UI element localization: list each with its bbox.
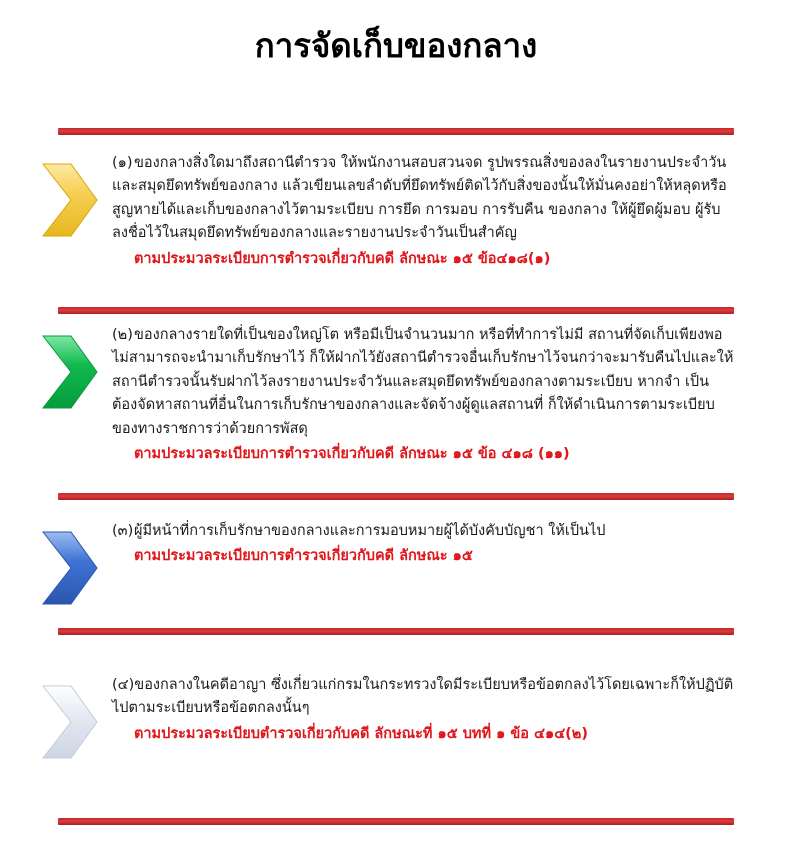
section-paragraph-4	[112, 674, 734, 721]
section-number-3: (๓)	[112, 523, 134, 539]
arrow-cell-2	[0, 322, 112, 410]
section-body-3: ผู้มีหน้าที่การเก็บรักษาของกลางและการมอบหมายผู้ได้บังคับบัญชา ให้เป็นไป	[134, 523, 606, 539]
divider-bar-5	[58, 818, 734, 825]
divider-bar-4	[58, 628, 734, 635]
divider-bar-3	[58, 493, 734, 500]
section-body-2: ของกลางรายใดที่เป็นของใหญ่โต หรือมีเป็นจำนวนมาก หรือที่ทำการไม่มี สถานที่จัดเก็บเพียงพอ ไม่สามารถจะนำมาเก็บรักษาไว้ ก็ให้ฝากไว้ยังสถานีตำรวจอื่นเก็บรักษาไว้จนกว่าจะมารับคืนไปและให้สถานีตำรวจนั้นรับฝากไว้ลงรายงานประจำวันและสมุดยึดทรัพย์ของกลางตามระเบียบ หากจำ เป็นต้องจัดหาสถานที่อื่นในการเก็บรักษาของกลางและจัดจ้างผู้ดูแลสถานที่ ก็ให้ดำเนินการตามระเบียบของทางราชการว่าด้วยการพัสดุ	[112, 327, 734, 437]
section-reference-4: ตามประมวลระเบียบตำรวจเกี่ยวกับคดี ลักษณะที่ ๑๕ บทที่ ๑ ข้อ ๔๑๔(๒)	[134, 725, 588, 742]
section-reference-3: ตามประมวลระเบียบการตำรวจเกี่ยวกับคดี ลักษณะ ๑๕	[134, 548, 473, 565]
chevron-right-icon	[41, 334, 99, 410]
section-number-4: (๔)	[112, 677, 135, 693]
arrow-cell-1	[0, 150, 112, 238]
text-cell-1	[112, 150, 792, 271]
text-cell-3	[112, 518, 792, 569]
divider-bar-1	[58, 128, 734, 135]
section-reference-1: ตามประมวลระเบียบการตำรวจเกี่ยวกับคดี ลักษณะ ๑๕ ข้อ๔๑๘(๑)	[134, 250, 551, 267]
section-reference-2: ตามประมวลระเบียบการตำรวจเกี่ยวกับคดี ลักษณะ ๑๕ ข้อ ๔๑๘ (๑๑)	[134, 446, 570, 463]
page-title: การจัดเก็บของกลาง	[254, 26, 538, 65]
content-section-2	[0, 322, 792, 467]
arrow-cell-3	[0, 518, 112, 606]
section-body-1: ของกลางสิ่งใดมาถึงสถานีตำรวจ ให้พนักงานสอบสวนจด รูปพรรณสิ่งของลงในรายงานประจำวันและสมุดยึดทรัพย์ของกลาง แล้วเขียนเลขลำดับที่ยึดทรัพย์ติดไว้กับสิ่งของนั้นให้มั่นคงอย่าให้หลุดหรือสูญหายได้และเก็บของกลางไว้ตามระเบียบ การยึด การมอบ การรับคืน ของกลาง ให้ผู้ยึดผู้มอบ ผู้รับ ลงชื่อไว้ในสมุดยึดทรัพย์ของกลางและรายงานประจำวันเป็นสำคัญ	[112, 155, 727, 242]
chevron-right-icon	[41, 530, 99, 606]
content-section-3	[0, 518, 792, 606]
section-paragraph-3	[112, 520, 734, 543]
chevron-right-icon	[41, 684, 99, 760]
text-cell-2	[112, 322, 792, 467]
section-paragraph-2	[112, 324, 734, 441]
content-section-4	[0, 672, 792, 760]
section-number-2: (๒)	[112, 327, 133, 343]
divider-bar-2	[58, 307, 734, 314]
text-cell-4	[112, 672, 792, 746]
arrow-cell-4	[0, 672, 112, 760]
chevron-right-icon	[41, 162, 99, 238]
section-number-1: (๑)	[112, 155, 133, 171]
section-body-4: ของกลางในคดีอาญา ซึ่งเกี่ยวแก่กรมในกระทรวงใดมีระเบียบหรือข้อตกลงไว้โดยเฉพาะก็ให้ปฏิบัติไปตามระเบียบหรือข้อตกลงนั้นๆ	[112, 677, 734, 717]
content-section-1	[0, 150, 792, 271]
section-paragraph-1	[112, 152, 734, 246]
